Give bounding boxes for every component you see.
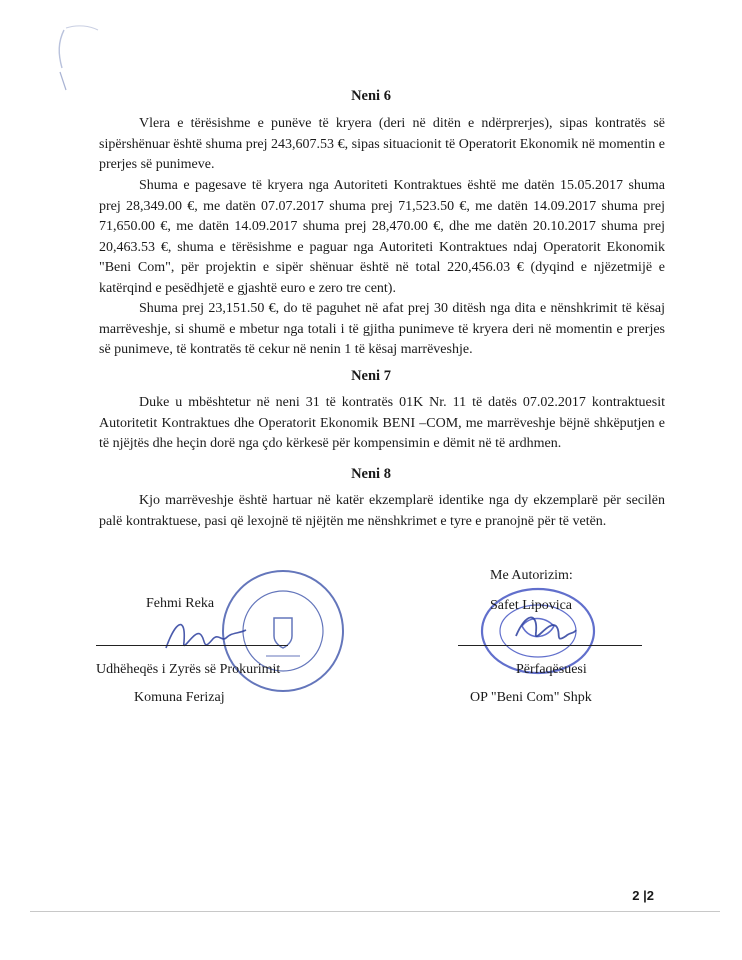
article-6-paragraph-2: Shuma e pagesave të kryera nga Autoriteti Kontraktues është me datën 15.05.2017 shuma prej 28,349.00 €, me datën 07.07.2017 shuma prej 71,523.50 €, me datën 14.09.2017 shuma prej 71,650.00 €, me datën 14.09.2017 shuma prej 28,470.00 €, dhe me datën 20.10.2017 shuma prej 20,463.53 €, shuma e tërësishme e paguar nga Autoriteti Kontraktues ndaj Operatorit Ekonomik "Beni Com", për projektin e sipër shënuar është në total 220,456.03 € (dyqind e njëzetmijë e katërqind e pesëdhjetë e gjashtë euro e zero tre cent). <box>99 178 665 296</box>
left-signatory-title: Udhëheqës i Zyrës së Prokurimit <box>96 662 281 677</box>
right-authorization-header: Me Autorizim: <box>490 568 573 583</box>
right-signatory-title: Përfaqësuesi <box>516 662 587 677</box>
footer-divider <box>30 911 720 912</box>
article-7-heading: Neni 7 <box>351 368 391 384</box>
page-number: 2 |2 <box>632 888 654 903</box>
article-6-paragraph-1: Vlera e tërësishme e punëve të kryera (deri në ditën e ndërprerjes), sipas kontratës së sipërshënuar është shuma prej 243,607.53 €, sipas situacionit të Operatorit Ekonomik në momentin e prerjes së punimeve. <box>99 116 665 172</box>
right-signatory-organization: OP "Beni Com" Shpk <box>470 690 592 705</box>
left-handwritten-signature <box>160 612 250 657</box>
article-8-heading: Neni 8 <box>351 466 391 482</box>
article-6-paragraph-3: Shuma prej 23,151.50 €, do të paguhet në afat prej 30 ditësh nga dita e nënshkrimit të kësaj marrëveshje, si shumë e mbetur nga totali i të gjitha punimeve të kryera deri në momentin e prerjes së punimeve, të kontratës të cekur në nenin 1 të kësaj marrëveshje. <box>99 301 665 357</box>
left-signatory-organization: Komuna Ferizaj <box>134 690 225 705</box>
right-signatory-name: Safet Lipovica <box>490 598 573 613</box>
article-7-paragraph-1: Duke u mbështetur në neni 31 të kontratës 01K Nr. 11 të datës 07.02.2017 kontraktuesit Autoritetit Kontraktues dhe Operatorit Ekonomik BENI –COM, me marrëveshje bëjnë shkëputjen e të njëjtës dhe heçin dorë nga çdo kërkesë për kompensimin e dëmit në të ardhmen. <box>99 395 665 451</box>
right-handwritten-signature <box>508 606 578 656</box>
right-signature-line <box>458 645 642 646</box>
article-8-paragraph-1: Kjo marrëveshje është hartuar në katër ekzemplarë identike nga dy ekzemplarë për secilën palë kontraktuese, pasi që lexojnë të njëjtën me nënshkrimet e tyre e pranojnë për të vetën. <box>99 493 665 529</box>
left-signatory-name: Fehmi Reka <box>146 596 215 611</box>
article-6-heading: Neni 6 <box>351 88 391 104</box>
left-signature-line <box>96 645 288 646</box>
